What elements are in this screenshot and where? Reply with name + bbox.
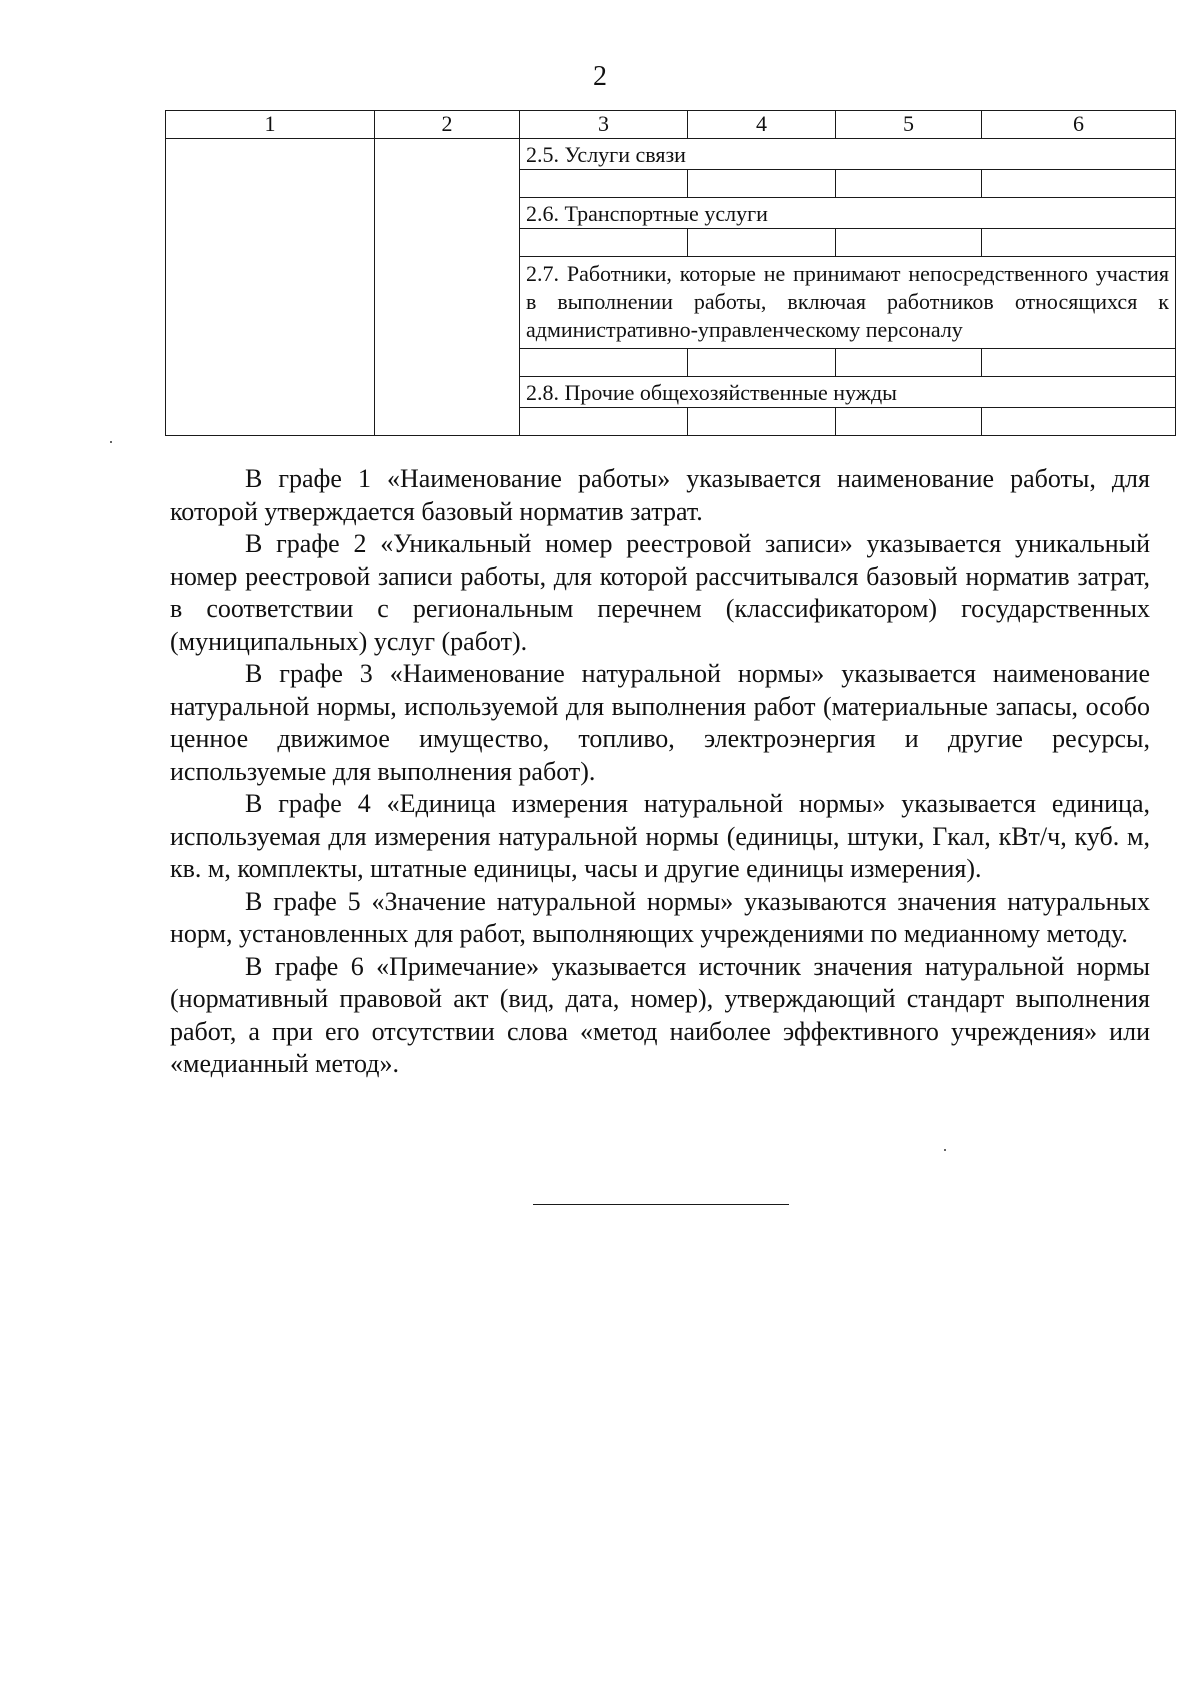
explanation-text xyxy=(170,463,1150,1081)
table-header-row xyxy=(166,111,1176,139)
empty-cell-unit xyxy=(688,408,836,436)
empty-cell-value xyxy=(836,229,982,257)
paragraph-column-4: В графе 4 «Единица измерения натуральной нормы» указывается единица, используемая для измерения натуральной нормы (единицы, штуки, Гкал, кВт/ч, куб. м, кв. м, комплекты, штатные единицы, часы и другие единицы измерения). xyxy=(170,789,1150,883)
empty-cell-note xyxy=(982,349,1176,377)
page-number: 2 xyxy=(593,61,607,92)
empty-cell-norm-name xyxy=(520,229,688,257)
paragraph-column-3: В графе 3 «Наименование натуральной нормы» указывается наименование натуральной нормы, используемой для выполнения работ (материальные запасы, особо ценное движимое имущество, топливо, электроэнергия и другие ресурсы, используемые для выполнения работ). xyxy=(170,659,1150,786)
empty-cell-norm-name xyxy=(520,170,688,198)
empty-cell-note xyxy=(982,229,1176,257)
empty-cell-note xyxy=(982,408,1176,436)
paragraph-column-5: В графе 5 «Значение натуральной нормы» указываются значения натуральных норм, установленных для работ, выполняющих учреждениями по медианному методу. xyxy=(170,886,1150,948)
table-row-section-2-5 xyxy=(166,139,1176,170)
scan-speck xyxy=(944,1149,946,1151)
empty-cell-norm-name xyxy=(520,349,688,377)
section-label-2-8: 2.8. Прочие общехозяйственные нужды xyxy=(520,377,1176,408)
registry-number-cell xyxy=(375,139,520,436)
column-header-4: 4 xyxy=(688,111,836,139)
empty-cell-note xyxy=(982,170,1176,198)
end-separator-line xyxy=(533,1204,789,1205)
norms-table xyxy=(165,110,1176,436)
empty-cell-value xyxy=(836,349,982,377)
paragraph-column-6: В графе 6 «Примечание» указывается источник значения натуральной нормы (нормативный правовой акт (вид, дата, номер), утверждающий стандарт выполнения работ, а при его отсутствии слова «метод наиболее эффективного учреждения» или «медианный метод». xyxy=(170,951,1150,1078)
empty-cell-value xyxy=(836,170,982,198)
empty-cell-norm-name xyxy=(520,408,688,436)
work-name-cell xyxy=(166,139,375,436)
section-label-2-6: 2.6. Транспортные услуги xyxy=(520,198,1176,229)
empty-cell-unit xyxy=(688,170,836,198)
column-header-2: 2 xyxy=(375,111,520,139)
column-header-1: 1 xyxy=(166,111,375,139)
empty-cell-unit xyxy=(688,349,836,377)
scan-speck xyxy=(110,441,112,443)
section-label-2-7: 2.7. Работники, которые не принимают непосредственного участия в выполнении работы, включая работников относящихся к административно-управленческому персоналу xyxy=(520,257,1176,349)
column-header-5: 5 xyxy=(836,111,982,139)
column-header-3: 3 xyxy=(520,111,688,139)
paragraph-column-1: В графе 1 «Наименование работы» указывается наименование работы, для которой утверждается базовый норматив затрат. xyxy=(170,464,1150,526)
paragraph-column-2: В графе 2 «Уникальный номер реестровой записи» указывается уникальный номер реестровой записи работы, для которой рассчитывался базовый норматив затрат, в соответствии с региональным перечнем (классификатором) государственных (муниципальных) услуг (работ). xyxy=(170,529,1150,656)
section-label-2-5: 2.5. Услуги связи xyxy=(520,139,1176,170)
empty-cell-value xyxy=(836,408,982,436)
empty-cell-unit xyxy=(688,229,836,257)
column-header-6: 6 xyxy=(982,111,1176,139)
